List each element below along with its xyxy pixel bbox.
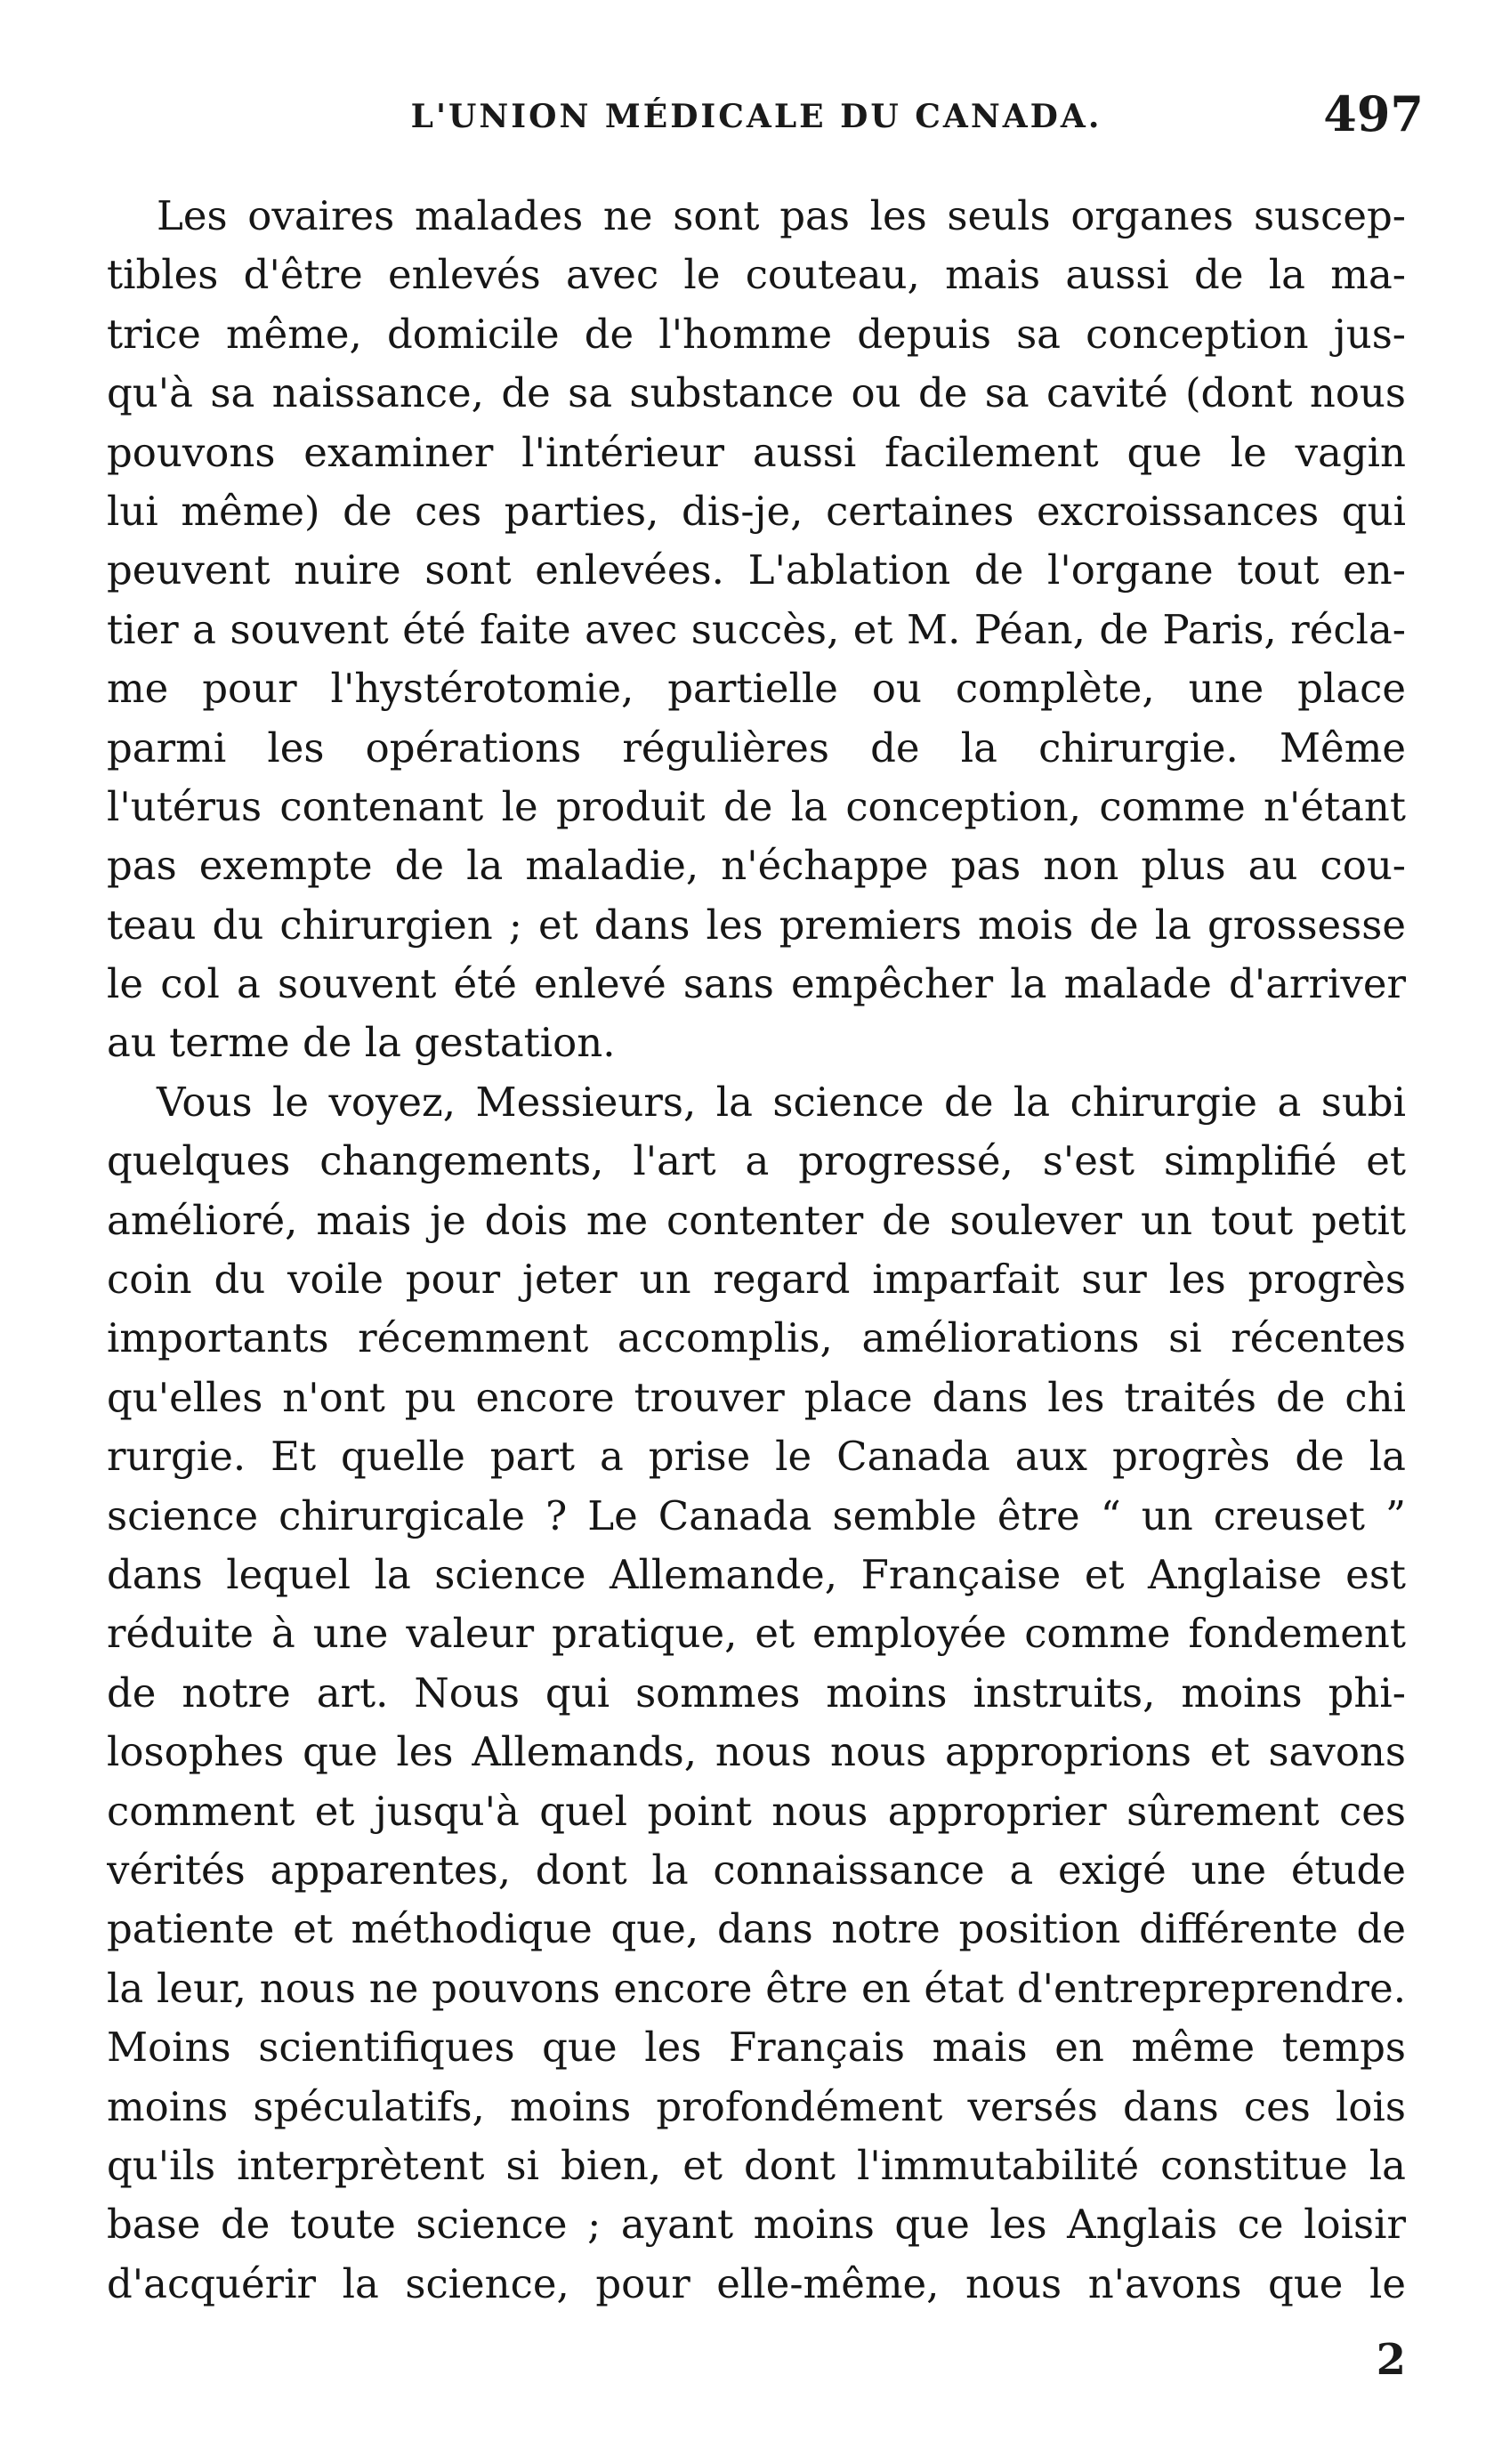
text-line: dans lequel la science Allemande, Française et Anglaise est xyxy=(107,1550,1406,1598)
text-line: parmi les opérations régulières de la chirurgie. Même xyxy=(107,723,1406,772)
text-line: moins spéculatifs, moins profondément versés dans ces lois xyxy=(107,2082,1406,2130)
text-line: pouvons examiner l'intérieur aussi facilement que le vagin xyxy=(107,428,1406,476)
text-line: Moins scientifiques que les Français mais en même temps xyxy=(107,2024,1406,2072)
text-line: le col a souvent été enlevé sans empêcher la malade d'arriver xyxy=(107,960,1406,1008)
text-line: tier a souvent été faite avec succès, et M. Péan, de Paris, récla- xyxy=(107,605,1406,653)
text-line: patiente et méthodique que, dans notre position différente de xyxy=(107,1905,1406,1953)
page-header xyxy=(89,85,1424,148)
text-line: réduite à une valeur pratique, et employée comme fondement xyxy=(107,1610,1406,1658)
text-line: me pour l'hystérotomie, partielle ou complète, une place xyxy=(107,665,1406,713)
text-line: peuvent nuire sont enlevées. L'ablation de l'organe tout en- xyxy=(107,546,1406,594)
text-line: Vous le voyez, Messieurs, la science de la chirurgie a subi xyxy=(157,1078,1406,1126)
text-line: base de toute science ; ayant moins que les Anglais ce loisir xyxy=(107,2201,1406,2249)
text-line: tibles d'être enlevés avec le couteau, mais aussi de la ma- xyxy=(107,251,1406,299)
text-line: comment et jusqu'à quel point nous approprier sûrement ces xyxy=(107,1787,1406,1835)
text-line: qu'ils interprètent si bien, et dont l'immutabilité constitue la xyxy=(107,2141,1406,2189)
text-line: l'utérus contenant le produit de la conception, comme n'étant xyxy=(107,782,1406,830)
page-number: 497 xyxy=(1323,85,1424,142)
text-line: coin du voile pour jeter un regard imparfait sur les progrès xyxy=(107,1256,1406,1304)
text-line: science chirurgicale ? Le Canada semble être “ un creuset ” xyxy=(107,1491,1406,1539)
running-title: L'UNION MÉDICALE DU CANADA. xyxy=(410,98,1102,135)
text-line: losophes que les Allemands, nous nous approprions et savons xyxy=(107,1728,1406,1776)
text-line: pas exempte de la maladie, n'échappe pas non plus au cou- xyxy=(107,842,1406,890)
text-line: rurgie. Et quelle part a prise le Canada aux progrès de la xyxy=(107,1433,1406,1481)
text-line: trice même, domicile de l'homme depuis sa conception jus- xyxy=(107,310,1406,358)
text-line: au terme de la gestation. xyxy=(107,1019,616,1067)
text-line: quelques changements, l'art a progressé, s'est simplifié et xyxy=(107,1137,1406,1185)
text-line: qu'elles n'ont pu encore trouver place dans les traités de chi xyxy=(107,1373,1406,1421)
body-text xyxy=(107,187,1406,2314)
text-line: teau du chirurgien ; et dans les premiers mois de la grossesse xyxy=(107,901,1406,949)
text-line: Les ovaires malades ne sont pas les seuls organes suscep- xyxy=(157,192,1406,239)
text-line: vérités apparentes, dont la connaissance a exigé une étude xyxy=(107,1846,1406,1894)
text-line: de notre art. Nous qui sommes moins instruits, moins phi- xyxy=(107,1668,1406,1717)
text-line: la leur, nous ne pouvons encore être en état d'entrepreprendre. xyxy=(107,1964,1406,2012)
text-line: importants récemment accomplis, améliorations si récentes xyxy=(107,1314,1406,1362)
signature-mark: 2 xyxy=(1376,2335,1406,2385)
text-line: qu'à sa naissance, de sa substance ou de sa cavité (dont nous xyxy=(107,369,1406,417)
text-line: amélioré, mais je dois me contenter de soulever un tout petit xyxy=(107,1196,1406,1244)
text-line: d'acquérir la science, pour elle-même, nous n'avons que le xyxy=(107,2259,1406,2307)
text-line: lui même) de ces parties, dis-je, certaines excroissances qui xyxy=(107,487,1406,535)
